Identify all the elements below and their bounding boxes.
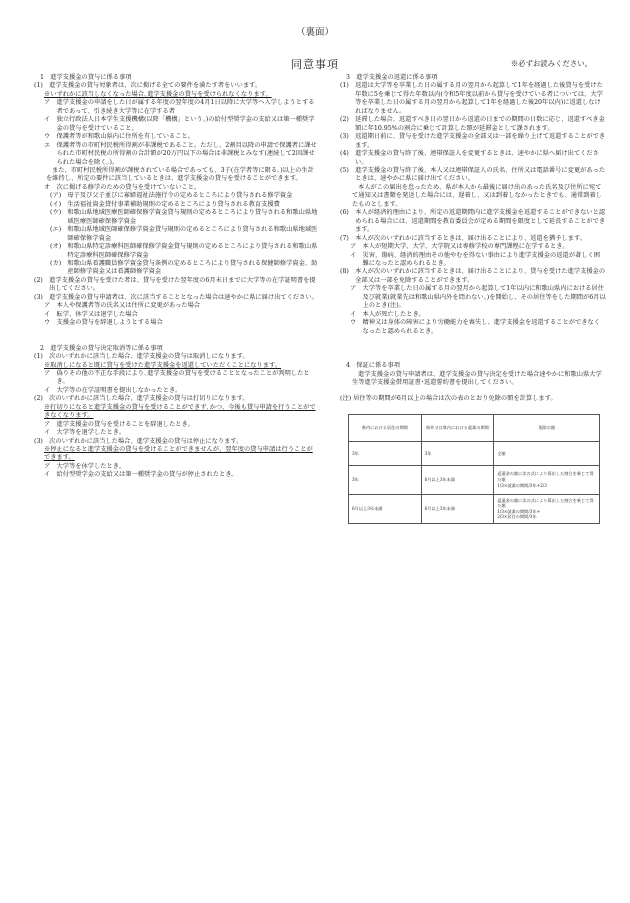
section-title: 4 保証に係る事項 — [346, 362, 400, 370]
item-text: 次のいずれかに該当した場合、進学支援金の貸与は停止になります。 — [49, 437, 243, 445]
item-text: 本人が次のいずれかに該当するときは、届け出ることにより、返還を猶予します。 — [355, 234, 586, 242]
item-text: 本人や保護者等の氏名又は住所に変更があった場合 — [56, 302, 201, 310]
item-label: (イ) — [50, 200, 68, 208]
table-cell: 6月以上3年未満 — [421, 465, 494, 494]
item-text: 保護者等の市町村民税所得割が非課税であること。ただし、2割目以降の申請で保護者に課せられた市町村民税の所得割の合計額が20万円以下の場合は非課税とみなす(連続して2回課せられた場合を除く。)。 — [56, 141, 317, 166]
section-items — [34, 82, 318, 327]
item-text: 進学支援金の貸与を受けることを辞退したとき。 — [56, 420, 194, 428]
item-label: イ — [44, 116, 57, 124]
list-item — [34, 116, 318, 133]
item-text: 本人が短期大学、大学、大学院又は専修学校の専門課程に在学するとき。 — [362, 243, 569, 251]
item-text: 返還期日前に、貸与を受けた進学支援金の全部又は一部を繰り上げて返還することができます。 — [355, 133, 606, 149]
list-item — [34, 294, 318, 302]
table-cell: 返還金の額に次の式により算出した割合を乗じて得た額 1/3×就業の期間/3年+2/3 — [494, 465, 600, 494]
list-item — [34, 192, 318, 200]
item-label: (2) — [34, 395, 50, 403]
item-text: 大学等を休学したとき。 — [56, 462, 125, 470]
item-text: 保護者等が和歌山県内に住所を有していること。 — [56, 133, 194, 141]
list-item — [34, 438, 318, 446]
list-item — [34, 370, 318, 387]
section-title: 1 進学支援金の貸与に係る事項 — [40, 74, 132, 81]
item-text: 大学等を退学したとき。 — [56, 429, 125, 437]
table-cell: 返還金の額に次の式により算出した割合を乗じて得た額 1/3×就業の期間/3年+ 2/3×居住の期間/3年 — [494, 494, 600, 523]
item-label: エ — [44, 141, 57, 149]
item-label: (6) — [340, 209, 356, 217]
item-label: ア — [350, 285, 363, 293]
list-item — [340, 209, 606, 234]
table-cell: 全額 — [494, 441, 600, 465]
item-text: 偽りその他の不正な手段により､進学支援金の貸与を受けることとなったことが判明したとき。 — [56, 369, 310, 386]
list-item — [34, 404, 318, 421]
item-text: 精神又は身体の障害により労働能力を喪失し、進学支援金を返還することができなくなったと認められるとき。 — [362, 319, 600, 335]
list-item — [340, 252, 606, 269]
item-label: (ウ) — [50, 209, 68, 217]
list-item — [340, 268, 606, 285]
item-label: (1) — [34, 82, 50, 90]
item-text: 進学支援金の貸与対象者は、次に掲げる全ての要件を満たす者をいいます。 — [49, 82, 262, 90]
item-label: ウ — [44, 319, 57, 327]
item-text: 返還は大学等を卒業した日の属する月の翌月から起算して1年を経過した後貸与を受けた年数に5を乗じて得た年数以内(令和5年度以前から貸与を受けている者については、大学等を卒業した日の属する月の翌月から起算して1年を経過した後20年以内)に返還しなければなりません。 — [355, 82, 603, 115]
item-label: (2) — [340, 116, 356, 124]
section-items — [34, 353, 318, 480]
table-cell: 3年 — [349, 465, 422, 494]
item-text: ※いずれかに該当しなくなった場合､進学支援金の貸与を受けられなくなります。 — [44, 90, 272, 98]
section-title: 2 進学支援金の貸与決定取消等に係る事項 — [40, 344, 163, 352]
section-items — [340, 82, 606, 336]
item-text: 給付型奨学金の支給又は第一種奨学金の貸与が停止されたとき。 — [56, 471, 238, 479]
item-text: 延滞した場合、返還すべき日の翌日から返還の日までの期間の日数に応じ、返還すべき金額に年10.95%の割合に乗じて計算した額が延滞金として課されます。 — [355, 116, 605, 132]
list-item — [340, 133, 606, 150]
item-text: 和歌山県地域医療医師確保修学資金貸与規則の定めるところにより貸与される和歌山県地域医療医師確保修学資金 — [67, 209, 318, 225]
list-item — [34, 167, 318, 184]
list-item — [34, 319, 318, 327]
list-item — [34, 133, 318, 141]
table-header: 県内における居住の期間 — [349, 414, 422, 441]
list-item — [340, 235, 606, 243]
item-label: ア — [44, 99, 57, 107]
item-label: (7) — [340, 234, 356, 242]
item-label: イ — [350, 251, 363, 259]
list-item — [34, 446, 318, 463]
item-text: ※打切りになると進学支援金の貸与を受けることができず､かつ、今後も貸与申請を行うことができなくなります。 — [44, 403, 316, 420]
item-text: 生活福祉資金貸付事業補助規則の定めるところにより貸与される教育支援費 — [67, 200, 280, 208]
table-row — [349, 465, 600, 494]
item-text: 次のいずれかに該当した場合、進学支援金の貸与は取消しになります。 — [49, 353, 249, 361]
list-item — [34, 243, 318, 260]
item-label: オ — [44, 183, 57, 191]
list-item — [340, 167, 606, 184]
item-text: 独立行政法人日本学生支援機構(以降「機構」という。)の給付型奨学金の支給又は第一種奨学金の貸与を受けていること。 — [56, 116, 315, 132]
section-repayment — [340, 74, 606, 336]
item-text: 次のいずれかに該当した場合、進学支援金の貸与は打切りになります。 — [49, 395, 249, 403]
right-column — [340, 74, 606, 524]
table-header: 免除の額 — [494, 414, 600, 441]
item-text: 本人が死亡したとき。 — [362, 310, 425, 318]
item-label: (ア) — [50, 192, 68, 200]
table-cell: 3年 — [349, 441, 422, 465]
item-label: ア — [44, 369, 57, 377]
list-item — [34, 260, 318, 277]
item-label: ウ — [350, 319, 363, 327]
list-item — [340, 285, 606, 310]
item-label: (3) — [340, 133, 356, 141]
list-item — [340, 319, 606, 336]
item-text: 進学支援金の貸与を受けた者は、貸与を受けた翌年度の6月末日までに大学等の在学証明書を提出してください。 — [49, 276, 316, 293]
list-item — [340, 184, 606, 209]
list-item — [34, 395, 318, 403]
list-item — [340, 243, 606, 251]
item-label: (2) — [34, 276, 50, 284]
item-text: 支援金の貸与を辞退しようとする場合 — [56, 319, 163, 327]
list-item — [340, 116, 606, 133]
item-text: ※停止になると進学支援金の貸与を受けることができませんが、翌年度の貸与申請は行うことができます。 — [44, 446, 313, 462]
list-item — [340, 311, 606, 319]
section-body: 進学支援金の貸与申請者は、進学支援金の貸与決定を受けた場合速やかに和歌山県大学生等進学支援金借用証書･返還誓約書を提出してください。 — [352, 370, 602, 386]
item-label: ア — [44, 302, 57, 310]
list-item — [34, 353, 318, 361]
list-item — [34, 362, 318, 370]
item-text: 大学等の在学証明書を提出しなかったとき。 — [56, 386, 182, 394]
list-item — [34, 302, 318, 310]
item-text: 進学支援金の貸与終了後、本人又は連帯保証人の氏名、住所又は電話番号に変更があったときは、速やかに県に届け出てください。 — [355, 166, 606, 183]
item-text: 転学、休学又は退学した場合 — [56, 310, 138, 318]
list-item — [34, 82, 318, 90]
item-text: 本人が経済的理由により、所定の返還期間内に進学支援金を返還することができないと認められる場合には、返還期間を教育委員会が定める期間を限度として延長することができます。 — [355, 209, 606, 234]
item-label: (オ) — [50, 243, 68, 251]
table-cell: 6月以上3年未満 — [349, 494, 422, 523]
list-item — [34, 142, 318, 167]
list-item — [34, 209, 318, 226]
list-item — [34, 429, 318, 437]
item-text: 進学支援金の申請をした日が属する年度の翌年度の4月1日以降に大学等へ入学しようとする者であって、引き続き大学等に在学する者 — [56, 99, 315, 115]
item-label: (1) — [340, 82, 356, 90]
item-label: (5) — [340, 166, 356, 174]
item-text: 本人が次のいずれかに該当するときは、届け出ることにより、貸与を受けた進学支援金の全部又は一部を免除することができます。 — [355, 268, 606, 284]
list-item — [34, 311, 318, 319]
item-label: (4) — [340, 150, 356, 158]
list-item — [34, 201, 318, 209]
table-cell: 3年 — [421, 441, 494, 465]
item-label: (カ) — [50, 259, 68, 267]
item-text: 本人がこの届出を怠ったため、県が本人から最後に届け出のあった氏名及び住所に宛てて通知又は書類を発送した場合には、遅着し、又は到着しなかったときでも、通常到着したものとします。 — [352, 183, 602, 208]
item-text: 次に掲げる修学のための貸与を受けていないこと。 — [56, 183, 201, 191]
exemption-note: (注) 居住等の期間が6月以上の場合は次の表のとおり免除の額を計算します。 — [340, 395, 557, 403]
item-label: ア — [44, 420, 57, 428]
section-loan-terms — [34, 74, 318, 328]
list-item — [34, 421, 318, 429]
list-item — [34, 99, 318, 116]
item-text: 母子及び父子並びに寡婦福祉法施行令の定めるところにより貸与される修学資金 — [67, 192, 293, 200]
section-guarantee — [340, 362, 606, 387]
item-label: ア — [44, 462, 57, 470]
list-item — [34, 471, 318, 479]
item-label: イ — [44, 471, 57, 479]
item-label: (エ) — [50, 226, 68, 234]
left-column — [34, 74, 318, 480]
item-label: ア — [350, 243, 363, 251]
item-text: また、市町村民税所得割が課税されている場合であっても、3子(在学者等に限る。)以上の生計を維持し、所定の要件に該当しているときは、進学支援金の貸与を受けることができます。 — [46, 166, 314, 183]
list-item — [340, 82, 606, 116]
item-label: イ — [44, 386, 57, 394]
item-label: (3) — [34, 437, 50, 445]
item-text: 和歌山県看護職員修学資金貸与条例の定めるところにより貸与される保健師修学資金、助産師修学資金又は看護師修学資金 — [67, 259, 318, 276]
item-text: 災害、傷病、経済的理由その他やむを得ない事由により進学支援金の返還が著しく困難になったと認められるとき。 — [362, 251, 600, 267]
item-label: イ — [350, 310, 363, 318]
exemption-table — [348, 414, 600, 524]
item-text: 和歌山県地域医師確保修学資金貸与規則の定めるところにより貸与される和歌山県地域医師確保修学資金 — [67, 226, 318, 242]
item-label: ウ — [44, 133, 57, 141]
item-label: イ — [44, 310, 57, 318]
page-title: 同意事項 — [291, 58, 339, 71]
item-text: 進学支援金の貸与終了後、連帯保証人を変更するときは、速やかに県へ届け出てください。 — [355, 150, 599, 166]
item-label: (1) — [34, 353, 50, 361]
table-header: 県外又は県内における就業の期間 — [421, 414, 494, 441]
table-cell: 6月以上3年未満 — [421, 494, 494, 523]
table-row — [349, 441, 600, 465]
table-row — [349, 494, 600, 523]
read-notice: ※必ずお読みください。 — [510, 59, 592, 68]
item-text: 進学支援金の貸与申請者は、次に該当することとなった場合は速やかに県に届け出てください。 — [49, 293, 318, 301]
list-item — [34, 226, 318, 243]
item-text: 和歌山県特定診療科医師確保修学資金貸与規則の定めるところにより貸与される和歌山県特定診療科医師確保修学資金 — [67, 243, 318, 259]
section-title: 3 進学支援金の返還に係る事項 — [346, 74, 438, 81]
list-item — [34, 277, 318, 294]
item-label: (3) — [34, 293, 50, 301]
item-text: ※取消しになると既に貸与を受けた進学支援金を返還していただくことになります。 — [44, 361, 281, 369]
side-label: （裏面） — [295, 27, 334, 38]
item-text: 大学等を卒業した日の属する月の翌月から起算して1年以内に和歌山県内における居住及び就業(就業先は和歌山県内外を問わない。)を開始し、その居住等をした期間が6月以上のとき(注)。 — [362, 285, 606, 310]
section-cancellation — [34, 345, 318, 480]
item-label: イ — [44, 429, 57, 437]
list-item — [340, 150, 606, 167]
item-label: (8) — [340, 268, 356, 276]
